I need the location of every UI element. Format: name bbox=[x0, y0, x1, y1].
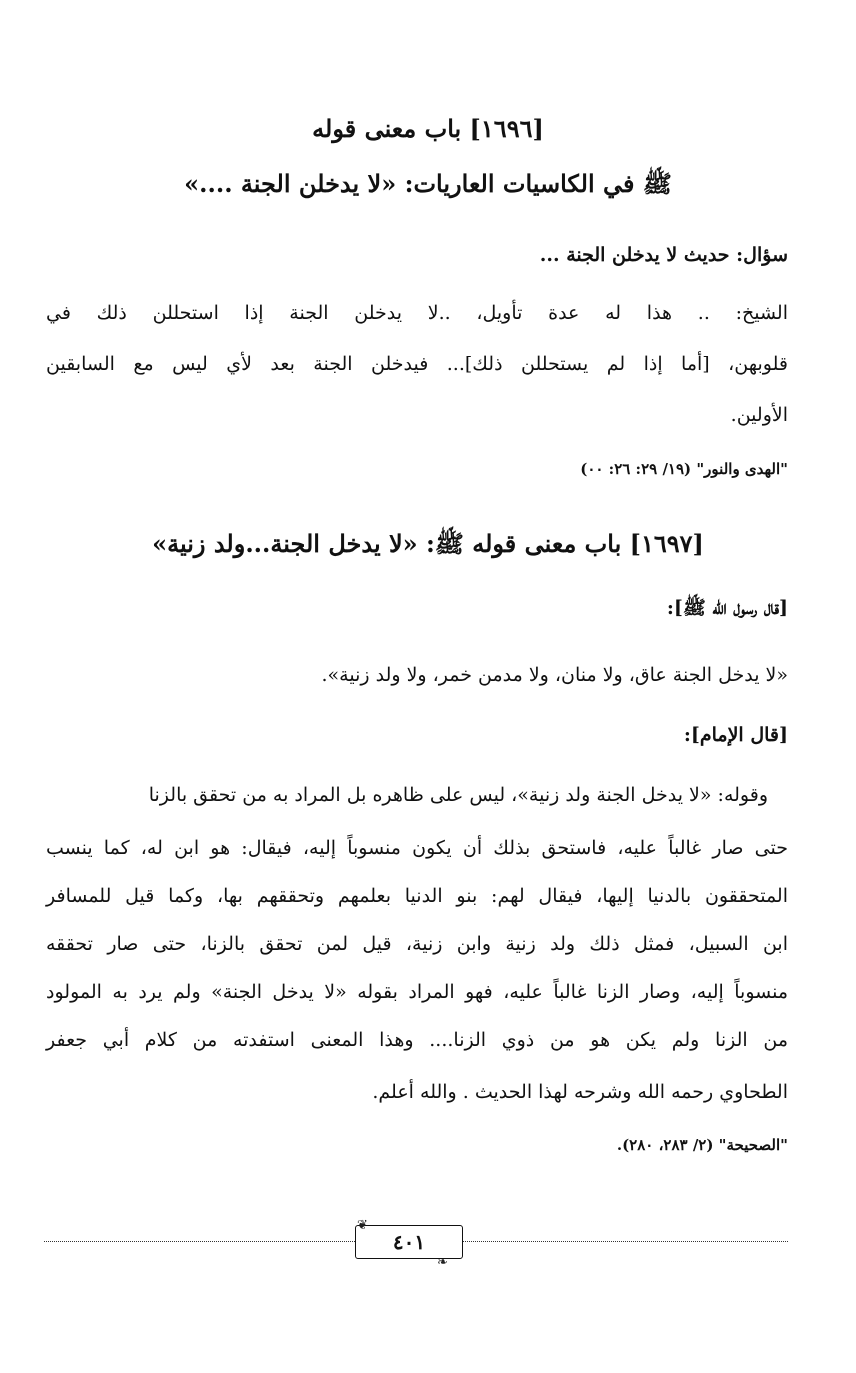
chapter-1696-title-line1: [١٦٩٦] باب معنى قوله bbox=[312, 114, 544, 143]
commentary-line: الطحاوي رحمه الله وشرحه لهذا الحديث . والله أعلم. bbox=[372, 1081, 788, 1103]
answer-line: قلوبهن، [أما إذا لم يستحللن ذلك]... فيدخلن الجنة بعد لأي ليس مع السابقين bbox=[46, 353, 788, 375]
answer-line: الأولين. bbox=[730, 404, 788, 426]
commentary-line: منسوباً إليه، وصار الزنا غالباً عليه، فهو المراد بقوله «لا يدخل الجنة» ولم يرد به المولود bbox=[46, 981, 789, 1003]
question-text: سؤال: حديث لا يدخلن الجنة ... bbox=[539, 244, 788, 266]
ornament-icon: ❦ bbox=[357, 1218, 368, 1233]
commentary-line: من الزنا ولم يكن هو من ذوي الزنا.... وهذا المعنى استفدته من كلام أبي جعفر bbox=[46, 1029, 788, 1051]
commentary-line: المتحققون بالدنيا إليها، فيقال لهم: بنو الدنيا بعلمهم وتحققهم بها، وكما قيل للمسافر bbox=[46, 885, 788, 907]
footer-rule-left bbox=[44, 1241, 355, 1242]
answer-line: الشيخ: .. هذا له عدة تأويل، ..لا يدخلن الجنة إذا استحللن ذلك في bbox=[46, 302, 788, 324]
commentary-line: وقوله: «لا يدخل الجنة ولد زنية»، ليس على ظاهره بل المراد به من تحقق بالزنا bbox=[148, 784, 768, 806]
page-number-box bbox=[355, 1225, 463, 1259]
imam-heading: [قال الإمام]: bbox=[683, 724, 788, 746]
chapter-1696-title-line2: ﷺ في الكاسيات العاريات: «لا يدخلن الجنة ....» bbox=[184, 169, 672, 198]
ornament-icon: ❧ bbox=[437, 1255, 448, 1270]
commentary-line: ابن السبيل، فمثل ذلك ولد زنية وابن زنية، قيل لمن تحقق بالزنا، حتى صار تحققه bbox=[46, 933, 788, 955]
commentary-line: حتى صار غالباً عليه، فاستحق بذلك أن يكون منسوباً إليه، فيقال: هو ابن له، كما ينسب bbox=[46, 837, 788, 859]
chapter-1697-title: [١٦٩٧] باب معنى قوله ﷺ: «لا يدخل الجنة...ولد زنية» bbox=[152, 529, 704, 558]
source-citation: "الصحيحة" (٢/ ٢٨٣، ٢٨٠). bbox=[616, 1136, 788, 1154]
page-number: ٤٠١ bbox=[392, 1230, 426, 1254]
source-citation: "الهدى والنور" (١٩/ ٢٩: ٢٦: ٠٠) bbox=[580, 460, 788, 478]
hadith-text: «لا يدخل الجنة عاق، ولا منان، ولا مدمن خمر، ولا ولد زنية». bbox=[321, 664, 788, 686]
footer-rule-right bbox=[463, 1241, 788, 1242]
prophet-heading: [قال رسول الله ﷺ]: bbox=[666, 597, 788, 619]
